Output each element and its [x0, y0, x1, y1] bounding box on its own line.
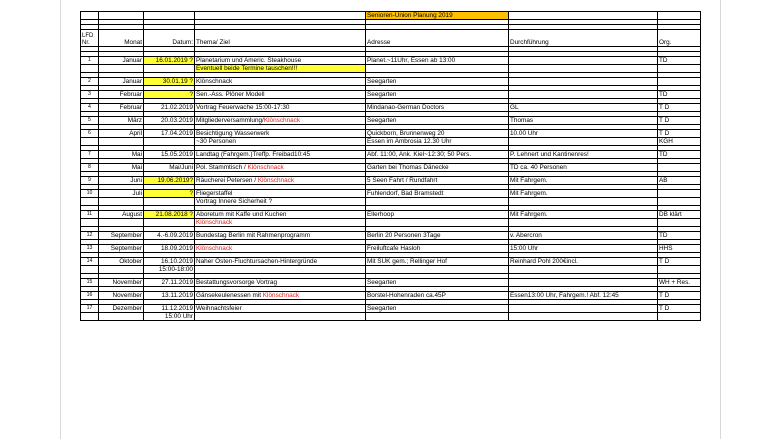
thema-text: Weihnachtsfeier	[196, 305, 242, 312]
cell-thema	[195, 117, 366, 125]
cell-adresse: Seegarten	[366, 117, 509, 125]
cell-datum	[144, 198, 195, 206]
cell-durchfuehrung	[509, 65, 658, 73]
cell-thema	[195, 198, 366, 206]
cell-datum: 20.03.2019	[144, 117, 195, 125]
cell-durchfuehrung	[509, 78, 658, 86]
cell-thema	[195, 138, 366, 146]
thema-text: Gänsekeulenessen mit	[196, 292, 263, 299]
table-row	[81, 313, 701, 321]
cell-nr: 12	[81, 232, 99, 240]
table-row	[81, 258, 701, 266]
table-row	[81, 104, 701, 112]
thema-text: Aboretum mit Kaffe und Kuchen	[196, 211, 287, 218]
table-row	[81, 57, 701, 65]
thema-text: Pol. Stammtisch /	[196, 164, 248, 171]
table-row	[81, 211, 701, 219]
cell-thema	[195, 104, 366, 112]
cell-thema	[195, 232, 366, 240]
cell-adresse: Mit SUK gem.; Rellinger Hof	[366, 258, 509, 266]
cell-datum: 16.01.2019 ?	[144, 57, 195, 65]
cell-monat: September	[99, 232, 144, 240]
cell-monat	[99, 65, 144, 73]
cell-adresse: Seegarten	[366, 279, 509, 287]
cell-org	[658, 313, 701, 321]
cell-nr: 5	[81, 117, 99, 125]
table-row	[81, 266, 701, 274]
cell-monat: Februar	[99, 91, 144, 99]
cell-org	[658, 266, 701, 274]
cell-org: T D	[658, 104, 701, 112]
cell-datum	[144, 219, 195, 227]
cell-monat: Februar	[99, 104, 144, 112]
table-row	[81, 198, 701, 206]
cell-org	[658, 219, 701, 227]
cell-datum: 27.11.2019	[144, 279, 195, 287]
cell-thema	[195, 258, 366, 266]
cell-monat: Juni	[99, 177, 144, 185]
cell-org: T D	[658, 117, 701, 125]
cell-adresse: 5 Seen Fahrt / Rundfahrt	[366, 177, 509, 185]
sheet-title: Senioren-Union Planung 2019	[366, 12, 509, 20]
thema-text: ~30 Personen	[196, 138, 236, 145]
cell-monat: Januar	[99, 57, 144, 65]
cell-datum: 4.-6.09.2019	[144, 232, 195, 240]
thema-text: Sen.-Ass. Plöner Modell	[196, 91, 265, 98]
cell-durchfuehrung: Mit Fahrgem.	[509, 211, 658, 219]
cell-adresse: Seegarten	[366, 305, 509, 313]
cell-adresse: Mindanao-German Doctors	[366, 104, 509, 112]
header-lfd-text: LFD	[82, 33, 94, 39]
cell-thema	[195, 279, 366, 287]
cell-nr	[81, 198, 99, 206]
table-row	[81, 305, 701, 313]
klönschnack-label: Klönschnack	[257, 177, 295, 184]
cell-datum	[144, 65, 195, 73]
cell-thema	[195, 211, 366, 219]
cell-thema	[195, 130, 366, 138]
planning-table	[80, 11, 701, 321]
cell-nr: 16	[81, 292, 99, 300]
thema-text: Besichtigung Wasserwerk	[196, 130, 270, 137]
table-row	[81, 91, 701, 99]
cell-datum: 30.01.19 ?	[144, 78, 195, 86]
cell-adresse: Fuhlendorf, Bad Bramstedt	[366, 190, 509, 198]
cell-durchfuehrung	[509, 138, 658, 146]
header-datum: Datum:	[144, 30, 195, 47]
table-row	[81, 138, 701, 146]
thema-text: Bestattungsvorsorge Vortrag	[196, 279, 277, 286]
cell-nr: 4	[81, 104, 99, 112]
cell-org: T D	[658, 130, 701, 138]
cell-nr: 7	[81, 151, 99, 159]
cell-monat	[99, 313, 144, 321]
klönschnack-label: Klönschnack	[196, 245, 233, 252]
header-row	[81, 30, 701, 47]
cell-durchfuehrung: Essen13:00 Uhr, Fahrgem.! Abf. 12:45	[509, 292, 658, 300]
cell-monat: November	[99, 279, 144, 287]
cell-adresse: Borstel-Hohenraden ca.45P	[366, 292, 509, 300]
cell-datum: ?	[144, 91, 195, 99]
cell-nr: 8	[81, 164, 99, 172]
cell-nr: 3	[81, 91, 99, 99]
cell-adresse	[366, 65, 509, 73]
cell-durchfuehrung	[509, 91, 658, 99]
cell-org	[658, 78, 701, 86]
table-row	[81, 177, 701, 185]
cell-datum: 18.09.2019	[144, 245, 195, 253]
cell-monat: August	[99, 211, 144, 219]
cell-thema	[195, 305, 366, 313]
cell-adresse	[366, 198, 509, 206]
thema-text: Klönschnack	[196, 78, 233, 85]
cell-durchfuehrung: GL	[509, 104, 658, 112]
cell-adresse: Freiluftcafe Hasloh	[366, 245, 509, 253]
thema-text: Räucherei Petersen /	[196, 177, 258, 184]
klönschnack-label: Klönschnack	[247, 164, 284, 171]
thema-text: Bundestag Berlin mit Rahmenprogramm	[196, 232, 311, 239]
cell-durchfuehrung: v. Abercron	[509, 232, 658, 240]
cell-monat: September	[99, 245, 144, 253]
cell-adresse: Berlin 20 Personen 3Tage	[366, 232, 509, 240]
cell-nr: 2	[81, 78, 99, 86]
thema-text: Mitgliederversammlung/	[196, 117, 264, 124]
cell-monat: Juli	[99, 190, 144, 198]
klönschnack-label: Klönschnack	[196, 219, 233, 226]
table-row	[81, 65, 701, 73]
cell-durchfuehrung: Mit Fahrgem.	[509, 177, 658, 185]
cell-org: KGH	[658, 138, 701, 146]
cell-org	[658, 190, 701, 198]
cell-durchfuehrung	[509, 313, 658, 321]
cell-adresse: Seegarten	[366, 91, 509, 99]
thema-text: Naher Osten-Fluchtursachen-Hintergründe	[196, 258, 318, 265]
cell-monat: Dezember	[99, 305, 144, 313]
table-row	[81, 78, 701, 86]
cell-thema	[195, 313, 366, 321]
cell-nr	[81, 65, 99, 73]
cell-durchfuehrung	[509, 279, 658, 287]
cell-durchfuehrung: 10.00 Uhr	[509, 130, 658, 138]
header-adresse: Adresse	[366, 30, 509, 47]
table-row	[81, 151, 701, 159]
thema-text: Fliegerstaffel	[196, 190, 233, 197]
cell-org: TD	[658, 232, 701, 240]
table-row	[81, 117, 701, 125]
cell-adresse: Ellerhoop	[366, 211, 509, 219]
klönschnack-label: Klönschnack	[263, 117, 301, 124]
table-row	[81, 190, 701, 198]
cell-durchfuehrung: Reinhard Pohl 200€incl.	[509, 258, 658, 266]
header-thema: Thema/ Ziel	[195, 30, 366, 47]
table-row	[81, 279, 701, 287]
cell-adresse: Quickborn, Brunnenweg 20	[366, 130, 509, 138]
cell-datum: 11.12.2019	[144, 305, 195, 313]
cell-nr: 17	[81, 305, 99, 313]
cell-org: T D	[658, 292, 701, 300]
cell-durchfuehrung: 15:00 Uhr	[509, 245, 658, 253]
cell-thema	[195, 65, 366, 73]
cell-nr: 15	[81, 279, 99, 287]
cell-org: TD	[658, 57, 701, 65]
cell-thema	[195, 219, 366, 227]
cell-monat	[99, 219, 144, 227]
cell-org: TD	[658, 91, 701, 99]
cell-nr: 10	[81, 190, 99, 198]
cell-adresse: Essen im Ambrosia 12.30 Uhr	[366, 138, 509, 146]
cell-monat	[99, 198, 144, 206]
table-row	[81, 292, 701, 300]
cell-durchfuehrung: TD ca. 40 Personen	[509, 164, 658, 172]
cell-adresse: Abf. 11:00, Ank. Kiel~12:30; 50 Pers.	[366, 151, 509, 159]
cell-datum: 21.02.2019	[144, 104, 195, 112]
cell-adresse	[366, 266, 509, 274]
title-row	[81, 12, 701, 20]
cell-adresse: Planet.~11Uhr, Essen ab 13:00	[366, 57, 509, 65]
cell-monat	[99, 266, 144, 274]
cell-monat: Mai	[99, 164, 144, 172]
cell-org: HHS	[658, 245, 701, 253]
cell-thema	[195, 190, 366, 198]
cell-monat: Oktober	[99, 258, 144, 266]
header-durchfuehrung: Durchführung	[509, 30, 658, 47]
cell-org: AB	[658, 177, 701, 185]
header-org: Org.	[658, 30, 701, 47]
cell-org	[658, 65, 701, 73]
cell-datum: 19.06.2019?	[144, 177, 195, 185]
cell-org: WH + Res.	[658, 279, 701, 287]
cell-datum: 16.10.2019	[144, 258, 195, 266]
cell-adresse: Garten bei Thomas Dänecke	[366, 164, 509, 172]
cell-org: T D	[658, 258, 701, 266]
cell-thema	[195, 78, 366, 86]
cell-nr	[81, 266, 99, 274]
header-nr-text: Nr.	[82, 39, 90, 46]
klönschnack-label: Klönschnack	[262, 292, 300, 299]
cell-durchfuehrung	[509, 305, 658, 313]
cell-datum: ?	[144, 190, 195, 198]
header-lfd	[81, 30, 99, 47]
planning-spreadsheet	[80, 11, 700, 321]
cell-monat: März	[99, 117, 144, 125]
cell-durchfuehrung: P. Lehnert und Kantinenres!	[509, 151, 658, 159]
cell-durchfuehrung: Mit Fahrgem.	[509, 190, 658, 198]
cell-thema	[195, 292, 366, 300]
table-row	[81, 130, 701, 138]
cell-nr: 9	[81, 177, 99, 185]
table-row	[81, 164, 701, 172]
cell-monat: Mai	[99, 151, 144, 159]
page-frame-right	[720, 0, 721, 439]
cell-durchfuehrung	[509, 198, 658, 206]
cell-datum: 15.05.2019	[144, 151, 195, 159]
cell-adresse	[366, 313, 509, 321]
cell-adresse: Seegarten	[366, 78, 509, 86]
cell-durchfuehrung: Thomas	[509, 117, 658, 125]
header-monat: Monat	[99, 30, 144, 47]
cell-thema	[195, 177, 366, 185]
thema-text: Vortrag Feuerwache 15:00-17:30	[196, 104, 290, 111]
cell-org: T D	[658, 305, 701, 313]
cell-nr: 1	[81, 57, 99, 65]
cell-datum: Mai/Juni	[144, 164, 195, 172]
table-row	[81, 232, 701, 240]
cell-nr	[81, 219, 99, 227]
cell-datum: 15:00-18:00	[144, 266, 195, 274]
table-row	[81, 219, 701, 227]
cell-nr	[81, 313, 99, 321]
cell-thema	[195, 245, 366, 253]
cell-nr	[81, 138, 99, 146]
cell-datum	[144, 138, 195, 146]
cell-org	[658, 164, 701, 172]
cell-durchfuehrung	[509, 57, 658, 65]
cell-thema	[195, 151, 366, 159]
cell-nr: 11	[81, 211, 99, 219]
cell-datum: 17.04.2019	[144, 130, 195, 138]
cell-org: DB klärt	[658, 211, 701, 219]
cell-datum: 15:00 Uhr	[144, 313, 195, 321]
cell-nr: 13	[81, 245, 99, 253]
cell-thema	[195, 266, 366, 274]
page-frame-left	[60, 0, 61, 439]
cell-monat	[99, 138, 144, 146]
thema-text: Vortrag Innere Sicherheit ?	[196, 198, 273, 205]
cell-thema	[195, 57, 366, 65]
cell-durchfuehrung	[509, 266, 658, 274]
cell-adresse	[366, 219, 509, 227]
table-row	[81, 245, 701, 253]
cell-monat: November	[99, 292, 144, 300]
cell-durchfuehrung	[509, 219, 658, 227]
thema-text: Planetarium und Americ. Steakhouse	[196, 57, 302, 64]
cell-thema	[195, 91, 366, 99]
cell-datum: 13.11.2019	[144, 292, 195, 300]
cell-org: TD	[658, 151, 701, 159]
cell-thema	[195, 164, 366, 172]
cell-nr: 14	[81, 258, 99, 266]
thema-text: Landtag (Fahrgem.)Treffp. Freibad10:45	[196, 151, 311, 158]
cell-monat: April	[99, 130, 144, 138]
cell-monat: Januar	[99, 78, 144, 86]
cell-nr: 6	[81, 130, 99, 138]
cell-datum: 21.08.2018 ?	[144, 211, 195, 219]
cell-org	[658, 198, 701, 206]
thema-text: Eventuell beide Termine tauschen!!!	[196, 65, 298, 72]
